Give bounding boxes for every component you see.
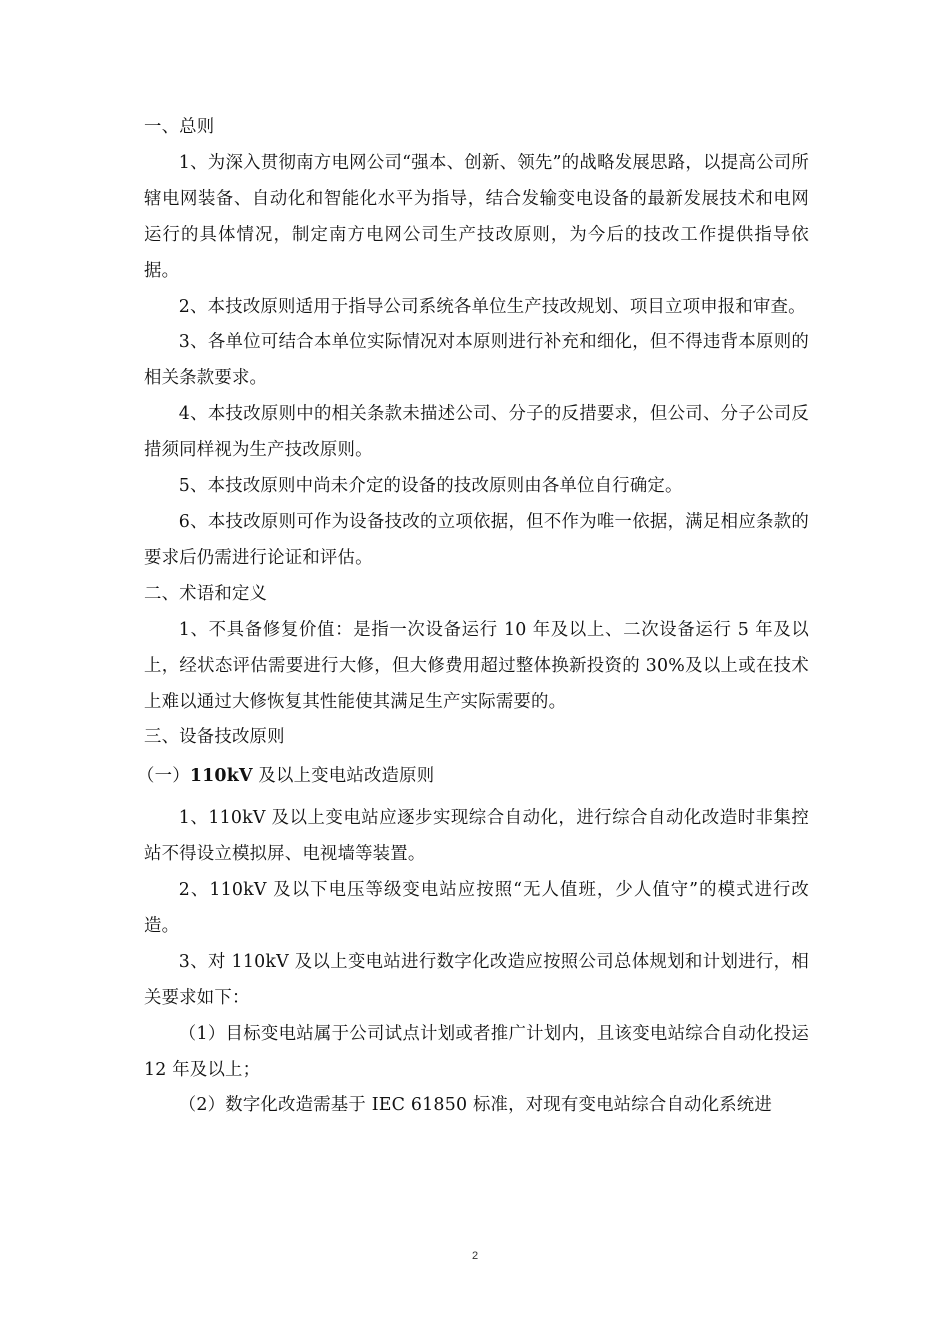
paragraph: 3、各单位可结合本单位实际情况对本原则进行补充和细化，但不得违背本原则的相关条款要求。 — [144, 332, 809, 389]
section-heading-terms: 二、术语和定义 — [144, 583, 268, 604]
paragraph: 1、不具备修复价值：是指一次设备运行 10 年及以上、二次设备运行 5 年及以上，经状态评估需要进行大修，但大修费用超过整体换新投资的 30%及以上或在技术上难以通过大修恢复其性能使其满足生产实际需要的。 — [144, 619, 809, 712]
paragraph: 3、对 110kV 及以上变电站进行数字化改造应按照公司总体规划和计划进行，相关要求如下： — [144, 951, 809, 1008]
subheading-prefix: （一） — [137, 766, 190, 787]
paragraph: 5、本技改原则中尚未介定的设备的技改原则由各单位自行确定。 — [178, 476, 683, 497]
section-heading-principles: 三、设备技改原则 — [144, 727, 285, 748]
list-item: （2）数字化改造需基于 IEC 61850 标准，对现有变电站综合自动化系统进 — [178, 1095, 772, 1116]
subheading-voltage: 110kV — [189, 766, 253, 787]
paragraph: 1、110kV 及以上变电站应逐步实现综合自动化，进行综合自动化改造时非集控站不得设立模拟屏、电视墙等装置。 — [144, 808, 809, 865]
subsection-heading-substation — [137, 756, 809, 801]
subheading-text: 及以上变电站改造原则 — [252, 766, 435, 787]
paragraph: 6、本技改原则可作为设备技改的立项依据，但不作为唯一依据，满足相应条款的要求后仍需进行论证和评估。 — [144, 511, 809, 568]
document-body — [137, 110, 809, 1124]
section-heading-general: 一、总则 — [144, 117, 215, 137]
paragraph: 2、110kV 及以下电压等级变电站应按照“无人值班，少人值守”的模式进行改造。 — [144, 880, 809, 936]
paragraph: 4、本技改原则中的相关条款未描述公司、分子的反措要求，但公司、分子公司反措须同样视为生产技改原则。 — [144, 404, 809, 461]
page-number: 2 — [471, 1250, 479, 1262]
list-item: （1）目标变电站属于公司试点计划或者推广计划内，且该变电站综合自动化投运 12 年及以上； — [144, 1023, 809, 1080]
paragraph: 2、本技改原则适用于指导公司系统各单位生产技改规划、项目立项申报和审查。 — [178, 296, 806, 317]
paragraph: 1、为深入贯彻南方电网公司“强本、创新、领先”的战略发展思路，以提高公司所辖电网装备、自动化和智能化水平为指导，结合发输变电设备的最新发展技术和电网运行的具体情况，制定南方电网公司生产技改原则，为今后的技改工作提供指导依据。 — [144, 152, 809, 281]
